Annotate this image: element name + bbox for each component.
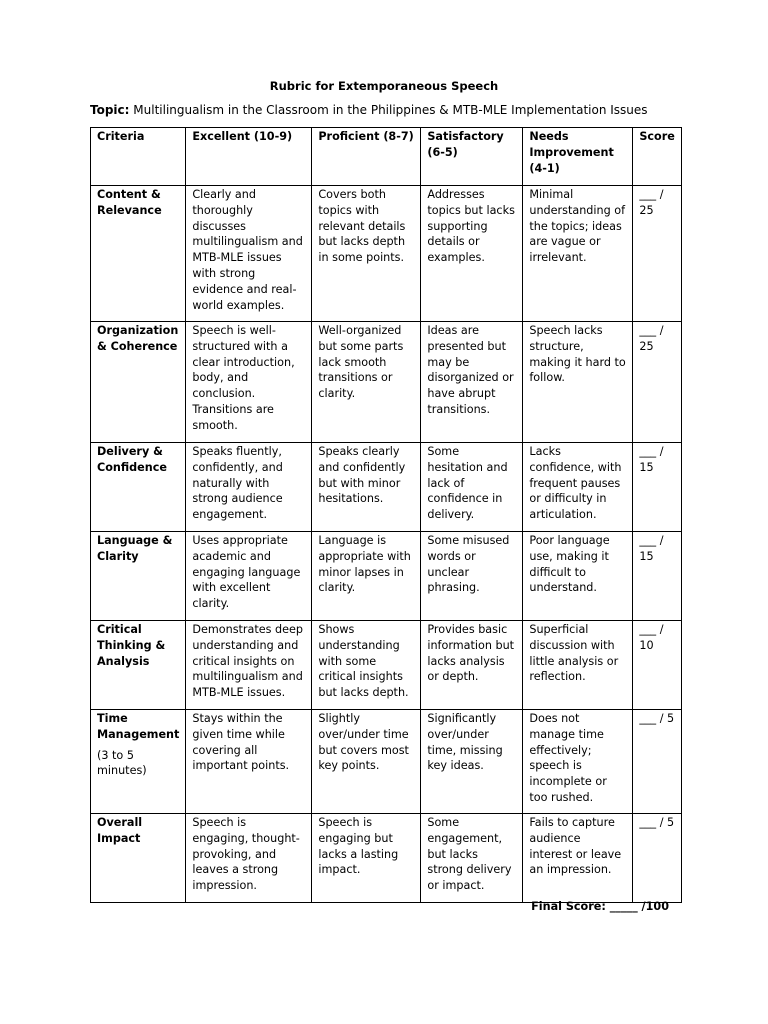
- needs-improvement-cell: Fails to capture audience interest or leave an impression.: [523, 814, 633, 903]
- criteria-cell: Organization & Coherence: [91, 322, 186, 443]
- satisfactory-cell: Provides basic information but lacks analysis or depth.: [421, 621, 523, 710]
- topic-line: [90, 103, 690, 117]
- criteria-note: (3 to 5 minutes): [97, 748, 147, 778]
- score-cell: ___ / 15: [633, 532, 681, 621]
- satisfactory-cell: Ideas are presented but may be disorganized or have abrupt transitions.: [421, 322, 523, 443]
- proficient-cell: Covers both topics with relevant details but lacks depth in some points.: [312, 186, 421, 322]
- final-score: Final Score: _____ /100: [531, 900, 669, 913]
- needs-improvement-cell: Superficial discussion with little analysis or reflection.: [523, 621, 633, 710]
- table-header-row: [91, 128, 682, 186]
- proficient-cell: Well-organized but some parts lack smooth transitions or clarity.: [312, 322, 421, 443]
- criteria-cell: Content & Relevance: [91, 186, 186, 322]
- table-row: [91, 186, 682, 322]
- needs-improvement-cell: Speech lacks structure, making it hard to follow.: [523, 322, 633, 443]
- excellent-cell: Speech is well-structured with a clear introduction, body, and conclusion. Transitions are smooth.: [186, 322, 312, 443]
- excellent-cell: Uses appropriate academic and engaging language with excellent clarity.: [186, 532, 312, 621]
- excellent-cell: Clearly and thoroughly discusses multilingualism and MTB-MLE issues with strong evidence and real-world examples.: [186, 186, 312, 322]
- score-cell: ___ / 10: [633, 621, 681, 710]
- score-cell: ___ / 25: [633, 322, 681, 443]
- needs-improvement-cell: Lacks confidence, with frequent pauses or difficulty in articulation.: [523, 443, 633, 532]
- table-row: [91, 621, 682, 710]
- satisfactory-cell: Some hesitation and lack of confidence in delivery.: [421, 443, 523, 532]
- needs-improvement-cell: Poor language use, making it difficult to understand.: [523, 532, 633, 621]
- table-row: [91, 443, 682, 532]
- rubric-table: [90, 127, 682, 903]
- table-row: [91, 532, 682, 621]
- header-satisfactory: Satisfactory (6-5): [421, 128, 523, 186]
- satisfactory-cell: Some misused words or unclear phrasing.: [421, 532, 523, 621]
- score-cell: ___ / 5: [633, 710, 681, 814]
- satisfactory-cell: Some engagement, but lacks strong delivery or impact.: [421, 814, 523, 903]
- topic-text: Multilingualism in the Classroom in the Philippines & MTB-MLE Implementation Issues: [133, 103, 648, 117]
- header-score: Score: [633, 128, 681, 186]
- needs-improvement-cell: Minimal understanding of the topics; ideas are vague or irrelevant.: [523, 186, 633, 322]
- criteria-cell: Delivery & Confidence: [91, 443, 186, 532]
- criteria-label: Time Management: [97, 712, 180, 741]
- header-needs-improvement: Needs Improvement (4-1): [523, 128, 633, 186]
- excellent-cell: Demonstrates deep understanding and critical insights on multilingualism and MTB-MLE issues.: [186, 621, 312, 710]
- proficient-cell: Speech is engaging but lacks a lasting impact.: [312, 814, 421, 903]
- proficient-cell: Speaks clearly and confidently but with minor hesitations.: [312, 443, 421, 532]
- criteria-cell: Language & Clarity: [91, 532, 186, 621]
- excellent-cell: Speaks fluently, confidently, and naturally with strong audience engagement.: [186, 443, 312, 532]
- score-cell: ___ / 25: [633, 186, 681, 322]
- header-proficient: Proficient (8-7): [312, 128, 421, 186]
- criteria-cell: Overall Impact: [91, 814, 186, 903]
- proficient-cell: Slightly over/under time but covers most key points.: [312, 710, 421, 814]
- criteria-cell: [91, 710, 186, 814]
- satisfactory-cell: Addresses topics but lacks supporting details or examples.: [421, 186, 523, 322]
- table-row: [91, 710, 682, 814]
- header-criteria: Criteria: [91, 128, 186, 186]
- score-cell: ___ / 5: [633, 814, 681, 903]
- score-cell: ___ / 15: [633, 443, 681, 532]
- topic-label: Topic:: [90, 103, 130, 117]
- table-row: [91, 814, 682, 903]
- proficient-cell: Shows understanding with some critical insights but lacks depth.: [312, 621, 421, 710]
- header-excellent: Excellent (10-9): [186, 128, 312, 186]
- document-title: Rubric for Extemporaneous Speech: [269, 79, 499, 93]
- needs-improvement-cell: Does not manage time effectively; speech is incomplete or too rushed.: [523, 710, 633, 814]
- table-row: [91, 322, 682, 443]
- criteria-cell: Critical Thinking & Analysis: [91, 621, 186, 710]
- proficient-cell: Language is appropriate with minor lapses in clarity.: [312, 532, 421, 621]
- satisfactory-cell: Significantly over/under time, missing key ideas.: [421, 710, 523, 814]
- excellent-cell: Speech is engaging, thought-provoking, and leaves a strong impression.: [186, 814, 312, 903]
- excellent-cell: Stays within the given time while covering all important points.: [186, 710, 312, 814]
